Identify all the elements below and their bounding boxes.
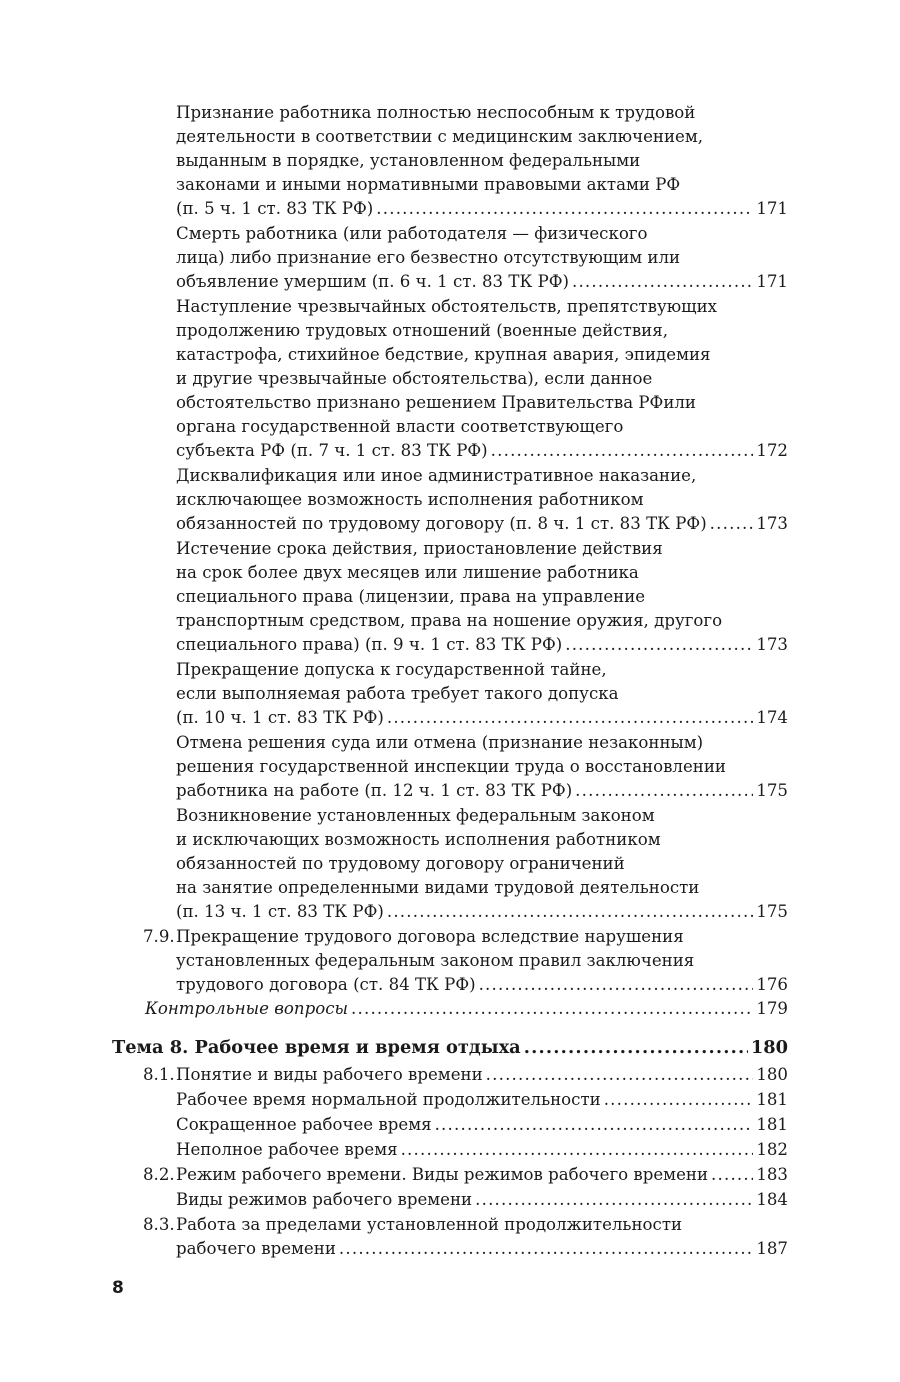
page-number: 184 [756,1190,788,1209]
toc-entry-line: Прекращение трудового договора вследствие нарушения [176,927,684,946]
page-number: 183 [756,1165,788,1184]
page-number: 180 [756,1065,788,1084]
toc-control-questions[interactable] [145,997,788,1021]
toc-entry-line: специального права (лицензии, права на управление [176,587,646,606]
dot-leader [572,270,753,294]
toc-topic-8[interactable] [112,1035,788,1061]
toc-entry-line: Режим рабочего времени. Виды режимов рабочего времени [176,1165,709,1184]
page-number: 173 [756,635,788,654]
section-number: 7.9. [143,927,175,946]
toc-entry-line: деятельности в соответствии с медицинским заключением, [176,127,704,146]
toc-entry-line: если выполняемая работа требует такого допуска [176,684,619,703]
toc-entry-restrictions[interactable] [176,804,788,924]
dot-leader [401,1138,754,1162]
page-number: 173 [756,514,788,533]
dot-leader [479,973,754,997]
dot-leader [351,997,753,1021]
toc-entry-line: и исключающих возможность исполнения работником [176,830,661,849]
toc-entry-line: работника на работе (п. 12 ч. 1 ст. 83 ТК РФ) [176,781,573,800]
toc-entry-line: Признание работника полностью неспособным к трудовой [176,103,696,122]
toc-entry-line: Сокращенное рабочее время [176,1115,432,1134]
toc-entry-line: (п. 13 ч. 1 ст. 83 ТК РФ) [176,902,384,921]
page-number: 181 [756,1090,788,1109]
toc-entry-line: трудового договора (ст. 84 ТК РФ) [176,975,476,994]
page-number: 187 [756,1239,788,1258]
toc-entry-line: Контрольные вопросы [145,999,349,1018]
toc-entry-emergency[interactable] [176,295,788,463]
page-number: 171 [756,199,788,218]
toc-entry-line: Истечение срока действия, приостановление действия [176,539,663,558]
toc-entry-line: Отмена решения суда или отмена (признание незаконным) [176,733,704,752]
page-number: 176 [756,975,788,994]
dot-leader [575,779,753,803]
dot-leader [491,439,754,463]
toc-entry-line: рабочего времени [176,1239,336,1258]
toc-entry-line: лица) либо признание его безвестно отсутствующим или [176,248,681,267]
toc-entry-line: на срок более двух месяцев или лишение работника [176,563,639,582]
dot-leader [565,633,753,657]
section-number: 8.1. [143,1065,175,1084]
dot-leader [486,1063,754,1087]
toc-entry-line: Рабочее время нормальной продолжительности [176,1090,601,1109]
toc-entry-line: транспортным средством, права на ношение оружия, другого [176,611,723,630]
toc-entry-court-reversal[interactable] [176,731,788,803]
toc-entry-line: субъекта РФ (п. 7 ч. 1 ст. 83 ТК РФ) [176,441,488,460]
toc-entry-line: (п. 5 ч. 1 ст. 83 ТК РФ) [176,199,374,218]
toc-entry-line: Возникновение установленных федеральным законом [176,806,655,825]
toc-entry-line: обязанностей по трудовому договору ограничений [176,854,625,873]
toc-entry-line: Виды режимов рабочего времени [176,1190,473,1209]
page-number: 182 [756,1140,788,1159]
dot-leader [339,1237,753,1261]
toc-entry-line: обязанностей по трудовому договору (п. 8 ч. 1 ст. 83 ТК РФ) [176,514,707,533]
toc-entry-line: специального права) (п. 9 ч. 1 ст. 83 ТК РФ) [176,635,563,654]
toc-entry-line: Неполное рабочее время [176,1140,398,1159]
toc-entry-disqualification[interactable] [176,464,788,536]
page-number: 180 [750,1037,788,1058]
dot-leader [711,1163,753,1187]
toc-section-8-3[interactable] [112,1213,788,1261]
toc-section-8-2[interactable] [112,1163,788,1187]
page-number: 181 [756,1115,788,1134]
table-of-contents [112,100,788,1261]
page-number: 172 [756,441,788,460]
section-number: 8.3. [143,1215,175,1234]
dot-leader [710,512,754,536]
toc-entry-line: (п. 10 ч. 1 ст. 83 ТК РФ) [176,708,384,727]
toc-entry-part-time[interactable] [176,1138,788,1162]
toc-entry-line: установленных федеральным законом правил заключения [176,951,695,970]
toc-section-7-9[interactable] [112,925,788,997]
dot-leader [387,900,753,924]
toc-entry-line: продолжению трудовых отношений (военные действия, [176,321,668,340]
toc-entry-incapacity[interactable] [176,101,788,221]
toc-entry-line: выданным в порядке, установленном федеральными [176,151,641,170]
toc-entry-line: исключающее возможность исполнения работником [176,490,644,509]
topic-title: Тема 8. Рабочее время и время отдыха [112,1037,521,1058]
toc-entry-line: катастрофа, стихийное бедствие, крупная авария, эпидемия [176,345,711,364]
toc-entry-line: Дисквалификация или иное административное наказание, [176,466,697,485]
toc-entry-line: решения государственной инспекции труда о восстановлении [176,757,726,776]
toc-entry-license-expiry[interactable] [176,537,788,657]
page-folio: 8 [112,1278,124,1298]
toc-entry-line: Наступление чрезвычайных обстоятельств, препятствующих [176,297,718,316]
toc-entry-line: обстоятельство признано решением Правительства РФили [176,393,696,412]
dot-leader [435,1113,754,1137]
toc-section-8-1[interactable] [112,1063,788,1087]
dot-leader [387,706,753,730]
section-number: 8.2. [143,1165,175,1184]
page-number: 175 [756,902,788,921]
toc-entry-regime-types[interactable] [176,1188,788,1212]
dot-leader [376,197,753,221]
page-number: 175 [756,781,788,800]
dot-leader [604,1088,754,1112]
toc-entry-line: объявление умершим (п. 6 ч. 1 ст. 83 ТК РФ) [176,272,569,291]
dot-leader [524,1035,748,1061]
dot-leader [475,1188,753,1212]
toc-entry-line: на занятие определенными видами трудовой деятельности [176,878,700,897]
toc-entry-line: Прекращение допуска к государственной тайне, [176,660,607,679]
page-number: 179 [756,999,788,1018]
toc-entry-line: органа государственной власти соответствующего [176,417,624,436]
toc-entry-line: Понятие и виды рабочего времени [176,1065,483,1084]
toc-entry-normal-hours[interactable] [176,1088,788,1112]
toc-entry-line: законами и иными нормативными правовыми актами РФ [176,175,681,194]
toc-entry-state-secret[interactable] [176,658,788,730]
toc-entry-reduced-hours[interactable] [176,1113,788,1137]
toc-entry-death[interactable] [176,222,788,294]
page-number: 174 [756,708,788,727]
toc-entry-line: и другие чрезвычайные обстоятельства), если данное [176,369,653,388]
toc-entry-line: Работа за пределами установленной продолжительности [176,1215,683,1234]
toc-entry-line: Смерть работника (или работодателя — физического [176,224,648,243]
page-number: 171 [756,272,788,291]
